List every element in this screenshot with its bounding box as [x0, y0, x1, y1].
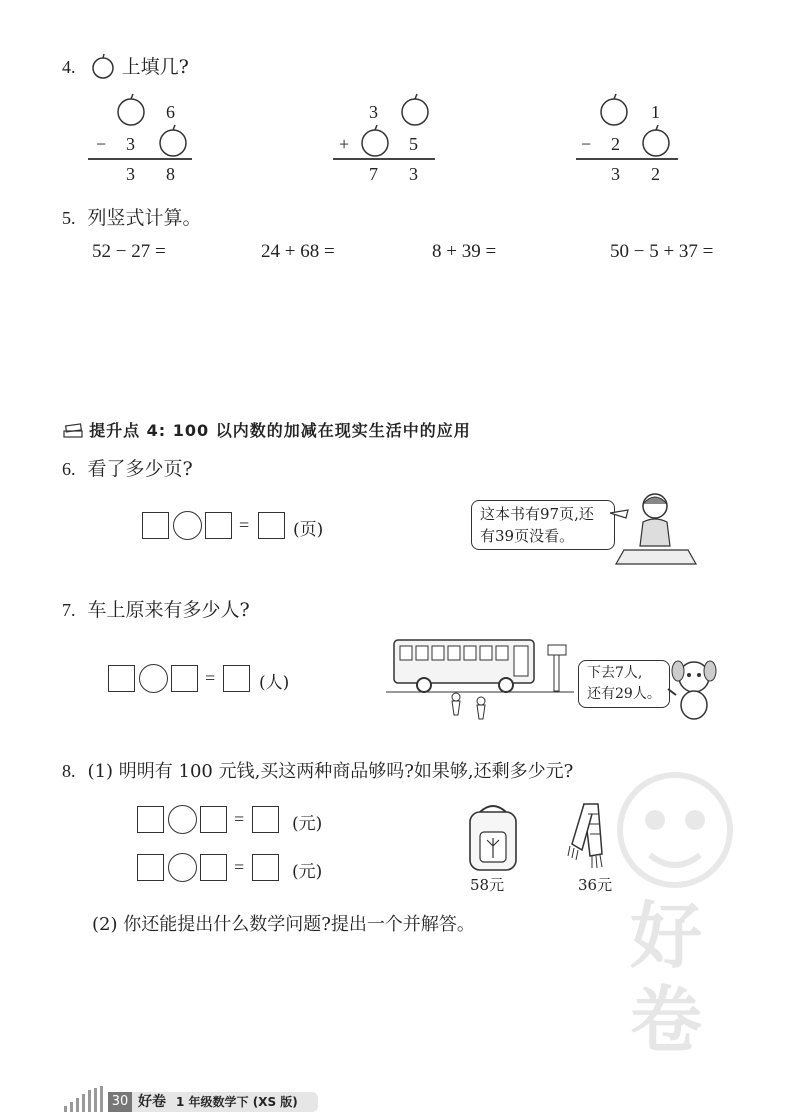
watermark	[600, 760, 750, 1060]
answer-box[interactable]	[200, 854, 227, 881]
digit: 1	[651, 102, 660, 122]
mascot-watermark-icon	[600, 760, 750, 890]
answer-box[interactable]	[200, 806, 227, 833]
apple-icon	[90, 53, 116, 79]
digit: 3	[369, 102, 378, 122]
answer-box[interactable]	[205, 512, 232, 539]
operator-circle[interactable]	[168, 853, 197, 882]
footer-book-title: 1 年级数学下 (XS 版)	[176, 1095, 298, 1109]
answer-box[interactable]	[108, 665, 135, 692]
digit: 7	[369, 164, 378, 184]
q6-title: 看了多少页?	[87, 458, 193, 480]
digit: 3	[611, 164, 620, 184]
digit: 3	[126, 164, 135, 184]
apple-blank-icon[interactable]	[400, 93, 430, 127]
digit: 2	[651, 164, 660, 184]
price-bag: 58元	[470, 876, 505, 894]
equals-sign: =	[239, 515, 250, 535]
answer-box[interactable]	[171, 665, 198, 692]
q8-part1: (1) 明明有 100 元钱,买这两种商品够吗?如果够,还剩多少元?	[87, 761, 574, 782]
backpack-icon	[458, 802, 528, 874]
unit-label: (页)	[293, 520, 324, 540]
apple-blank-icon[interactable]	[641, 124, 671, 158]
apple-blank-icon[interactable]	[116, 93, 146, 127]
q6-number: 6.	[62, 459, 76, 479]
digit: 5	[409, 134, 418, 154]
bubble-line: 有39页没看。	[480, 527, 575, 545]
q7-number: 7.	[62, 600, 76, 620]
digit: 6	[166, 102, 175, 122]
operator-circle[interactable]	[173, 511, 202, 540]
operator: −	[581, 134, 592, 154]
bars-decoration-icon	[62, 1084, 108, 1114]
equals-sign: =	[234, 809, 245, 829]
puppy-icon	[666, 655, 726, 725]
speech-bubble	[578, 660, 670, 708]
answer-box[interactable]	[223, 665, 250, 692]
footer-brand: 好卷	[138, 1094, 166, 1110]
operator-circle[interactable]	[139, 664, 168, 693]
bubble-line: 还有29人。	[587, 686, 661, 702]
section-header	[62, 418, 471, 441]
teacher-reading-icon	[610, 488, 700, 570]
q8-heading	[62, 757, 573, 783]
answer-box[interactable]	[252, 806, 279, 833]
sum-line	[576, 158, 678, 160]
q7-heading	[62, 595, 250, 622]
q5-expression: 52 − 27 =	[92, 241, 166, 262]
apple-blank-icon[interactable]	[360, 124, 390, 158]
unit-label: (元)	[292, 814, 323, 834]
bubble-line: 这本书有97页,还	[480, 505, 594, 523]
apple-blank-icon[interactable]	[158, 124, 188, 158]
sum-line	[88, 158, 192, 160]
unit-label: (人)	[259, 673, 290, 693]
sum-line	[333, 158, 435, 160]
books-icon	[62, 420, 84, 440]
digit: 3	[126, 134, 135, 154]
answer-box[interactable]	[258, 512, 285, 539]
bubble-line: 下去7人,	[587, 665, 643, 681]
watermark-text: 好卷	[630, 894, 703, 1062]
equals-sign: =	[205, 668, 216, 688]
q5-expression: 8 + 39 =	[432, 241, 497, 262]
section-title: 提升点 4: 100 以内数的加减在现实生活中的应用	[89, 421, 471, 440]
q5-expression: 50 − 5 + 37 =	[610, 241, 714, 262]
operator-circle[interactable]	[168, 805, 197, 834]
q5-title: 列竖式计算。	[87, 207, 202, 229]
q5-number: 5.	[62, 208, 76, 228]
equals-sign: =	[234, 857, 245, 877]
unit-label: (元)	[292, 862, 323, 882]
apple-blank-icon[interactable]	[599, 93, 629, 127]
q4-heading	[62, 52, 189, 79]
q4-title: 上填几?	[121, 56, 189, 78]
page-number: 30	[108, 1092, 132, 1112]
operator: −	[96, 134, 107, 154]
price-scarf: 36元	[578, 876, 613, 894]
q5-heading	[62, 203, 202, 230]
q8-number: 8.	[62, 761, 76, 781]
digit: 8	[166, 164, 175, 184]
digit: 3	[409, 164, 418, 184]
answer-box[interactable]	[137, 806, 164, 833]
speech-bubble	[471, 500, 615, 550]
q6-heading	[62, 454, 193, 481]
answer-box[interactable]	[252, 854, 279, 881]
q4-number: 4.	[62, 57, 76, 77]
answer-box[interactable]	[142, 512, 169, 539]
bus-icon	[386, 635, 576, 735]
q8-part2: (2) 你还能提出什么数学问题?提出一个并解答。	[92, 914, 475, 935]
answer-box[interactable]	[137, 854, 164, 881]
digit: 2	[611, 134, 620, 154]
q7-title: 车上原来有多少人?	[87, 599, 250, 621]
q5-expression: 24 + 68 =	[261, 241, 335, 262]
operator: +	[339, 134, 350, 154]
scarf-icon	[558, 800, 618, 874]
